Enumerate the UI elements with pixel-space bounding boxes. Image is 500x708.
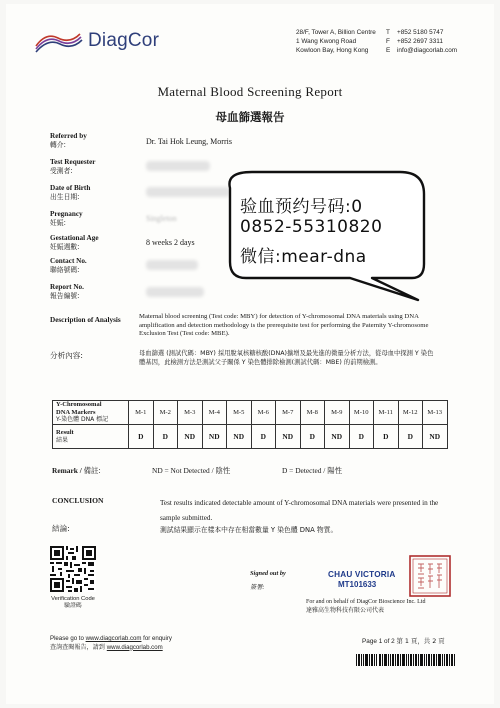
result-cell: D xyxy=(398,425,423,449)
marker-cell: M-9 xyxy=(325,401,350,425)
contact-label: Contact No. 聯絡號碼: xyxy=(50,257,87,274)
conclusion-label-zh: 結論: xyxy=(52,524,70,533)
marker-cell: M-8 xyxy=(300,401,325,425)
dob-redacted xyxy=(146,187,230,197)
results-table xyxy=(52,400,448,449)
result-cell: D xyxy=(153,425,178,449)
analysis-label-zh: 分析內容: xyxy=(50,351,83,360)
analysis-label: Description of Analysis xyxy=(50,316,121,324)
marker-cell: M-4 xyxy=(202,401,227,425)
result-cell: ND xyxy=(202,425,227,449)
result-cell: ND xyxy=(423,425,448,449)
referred-by-label: Referred by 轉介: xyxy=(50,132,87,149)
signed-out-label-zh: 簽署: xyxy=(250,584,265,591)
result-cell: ND xyxy=(325,425,350,449)
signatory-id: MT101633 xyxy=(338,580,377,589)
verification-code-label: Verification Code 驗證碼 xyxy=(51,596,95,610)
result-cell: D xyxy=(374,425,399,449)
ad-line-1: 验血预约号码:0 xyxy=(240,197,363,217)
requester-redacted xyxy=(146,161,210,171)
report-no-redacted xyxy=(146,287,204,297)
report-page xyxy=(6,4,494,704)
marker-cell: M-3 xyxy=(178,401,203,425)
diagcor-logo xyxy=(32,28,159,54)
marker-cell: M-1 xyxy=(129,401,154,425)
conclusion-text-zh: 測試結果顯示在樣本中存在相當數量 Y 染色體 DNA 物質。 xyxy=(160,526,338,534)
marker-cell: M-5 xyxy=(227,401,252,425)
marker-cell: M-13 xyxy=(423,401,448,425)
ad-line-3: 微信:mear-dna xyxy=(240,247,367,267)
company-address: 28/F, Tower A, Billion Centre 1 Wang Kwong Road Kowloon Bay, Hong Kong xyxy=(296,29,376,55)
enquiry-link[interactable]: www.diagcorlab.com xyxy=(85,635,142,642)
markers-row xyxy=(53,401,448,425)
dob-label: Date of Birth 出生日期: xyxy=(50,184,91,201)
requester-label: Test Requester 受測者: xyxy=(50,158,96,175)
signed-out-label: Signed out by xyxy=(250,570,286,577)
result-cell: D xyxy=(129,425,154,449)
marker-cell: M-7 xyxy=(276,401,301,425)
remark-label: Remark / 備註: xyxy=(52,466,101,475)
company-seal-stamp xyxy=(406,552,454,600)
pregnancy-label: Pregnancy 妊娠: xyxy=(50,210,83,227)
result-cell: ND xyxy=(276,425,301,449)
brand-name: DiagCor xyxy=(88,30,160,51)
report-title-zh: 母血篩選報告 xyxy=(215,110,285,124)
remark-not-detected: ND = Not Detected / 陰性 xyxy=(152,466,231,475)
verification-qr-code xyxy=(50,546,96,592)
contact-redacted xyxy=(146,260,198,270)
gestational-age-value: 8 weeks 2 days xyxy=(146,238,195,247)
report-title: Maternal Blood Screening Report xyxy=(157,84,343,99)
report-no-label: Report No. 報告編號: xyxy=(50,283,84,300)
conclusion-text: Test results indicated detectable amount of Y-chromosomal DNA materials were presented in the sample submitted. xyxy=(160,499,439,522)
result-cell: ND xyxy=(227,425,252,449)
markers-row-label: Y-Chromosomal DNA Markers Y-染色體 DNA 標記 xyxy=(53,401,129,425)
footer-enquiry: Please go to www.diagcorlab.com for enquiry 查詢查閱報告，請到 www.diagcorlab.com xyxy=(50,635,172,651)
results-row-label: Result 結果 xyxy=(53,425,129,449)
report-barcode xyxy=(356,654,456,666)
results-row xyxy=(53,425,448,449)
analysis-text-zh: 母血篩選 (測試代碼：MBY) 採用脫氧核糖核酸(DNA)擴增及最先進的微量分析方法，從母血中探測 Y 染色體基因，此檢測方法是測試父子關係 Y 染色體排除檢測(測試代碼：MBE) 的前期檢測。 xyxy=(139,350,434,366)
pregnancy-value: Singleton xyxy=(146,214,177,223)
diagcor-wave-icon xyxy=(32,28,84,54)
marker-cell: M-2 xyxy=(153,401,178,425)
marker-cell: M-11 xyxy=(374,401,399,425)
marker-cell: M-12 xyxy=(398,401,423,425)
result-cell: D xyxy=(349,425,374,449)
analysis-text: Maternal blood screening (Test code: MBY) for detection of Y-chromosomal DNA materials using DNA amplification and detection methodology is the prerequisite test for performing the Paternity Y-chromosome Exclusion Test (Test code: MBE). xyxy=(139,313,429,338)
result-cell: ND xyxy=(178,425,203,449)
page-number: Page 1 of 2 第 1 頁，共 2 頁 xyxy=(362,637,445,645)
marker-cell: M-6 xyxy=(251,401,276,425)
ad-line-2: 0852-55310820 xyxy=(240,217,383,237)
remark-detected: D = Detected / 陽性 xyxy=(282,466,343,475)
marker-cell: M-10 xyxy=(349,401,374,425)
result-cell: D xyxy=(300,425,325,449)
result-cell: D xyxy=(251,425,276,449)
on-behalf-of: For and on behalf of DiagCor Bioscience Inc. Ltd 達雅高生物科技有限公司代表 xyxy=(306,599,426,614)
referred-by-value: Dr. Tai Hok Leung, Morris xyxy=(146,137,232,146)
company-contacts: T +852 5180 5747 F +852 2697 3311 E info@diagcorlab.com xyxy=(386,29,458,55)
enquiry-link-zh[interactable]: www.diagcorlab.com xyxy=(106,643,163,651)
conclusion-label: CONCLUSION xyxy=(52,496,104,505)
gestational-age-label: Gestational Age 妊娠週數: xyxy=(50,234,99,251)
signatory-name: CHAU VICTORIA xyxy=(328,570,396,579)
